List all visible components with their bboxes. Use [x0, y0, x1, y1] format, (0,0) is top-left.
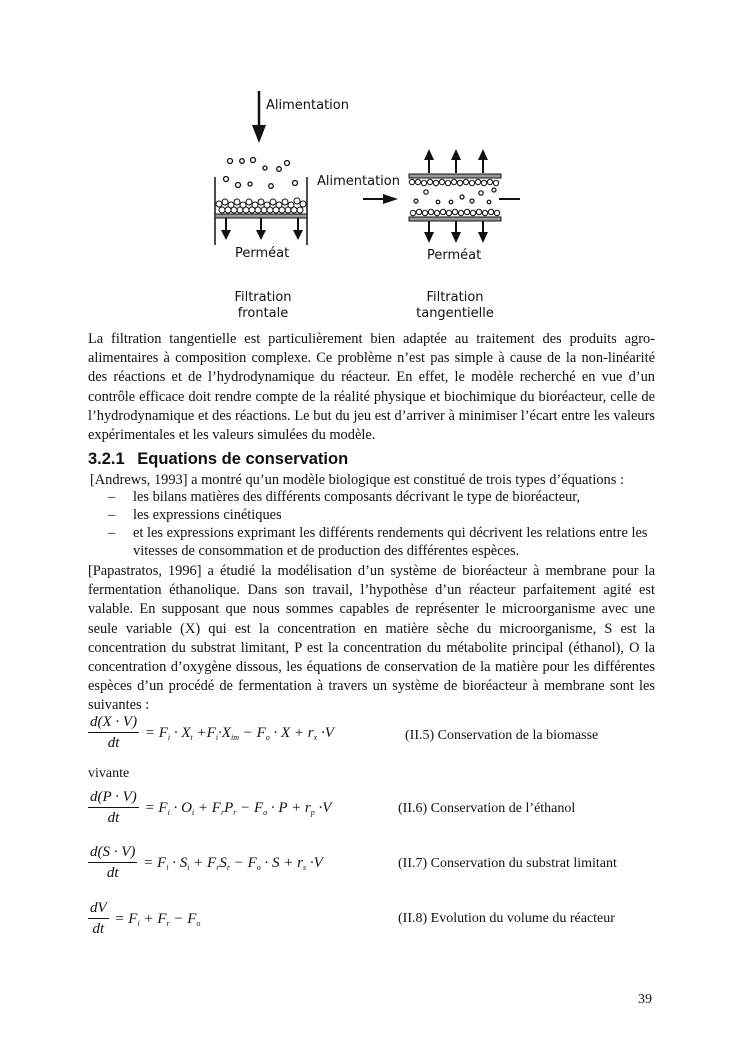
equation-fraction: [88, 714, 139, 752]
filtration-diagram-graphic: [200, 85, 520, 325]
equation-denominator: dt: [92, 921, 105, 937]
permeate-label-right: Perméat: [427, 248, 482, 263]
feed-label-top: Alimentation: [266, 98, 349, 113]
page-number: 39: [638, 992, 652, 1007]
dash-bullet: –: [108, 525, 116, 541]
equation-fraction: [88, 789, 139, 827]
list-item: [88, 506, 655, 524]
caption-tangential-line1: Filtration: [426, 290, 484, 305]
equation-numerator: d(X · V): [88, 714, 139, 733]
equation-label: (II.8) Evolution du volume du réacteur: [398, 911, 615, 926]
feed-label-side: Alimentation: [317, 174, 400, 189]
equation-denominator: dt: [107, 735, 120, 751]
section-number: 3.2.1: [88, 450, 125, 468]
caption-frontal-line2: frontale: [237, 306, 289, 321]
intro-paragraph: La filtration tangentielle est particulièrement bien adaptée au traitement des produits agro-alimentaires à composition complexe. Ce problème n’est pas simple à cause de la non-linéarité des réactions et de l’hydrodynamique du réacteur. En effet, le modèle recherché en vue d’un contrôle efficace doit rendre compte de la réalité physique et biochimique du bioréacteur, celle de l’hydrodynamique et des réactions. Le but du jeu est d’arriver à minimiser l’écart entre les valeurs expérimentales et les valeurs simulées du modèle.: [88, 331, 655, 444]
equation-types-list: [88, 488, 655, 560]
filtration-diagram: [200, 85, 520, 325]
equation-II-6: [88, 789, 331, 827]
equation-denominator: dt: [107, 810, 120, 826]
equation-fraction: [88, 844, 137, 882]
dash-bullet: –: [108, 489, 116, 505]
equation-II-8: [88, 900, 200, 938]
list-item-text: et les expressions exprimant les différents rendements qui décrivent les relations entre les vitesses de consommation et de production des différentes espèces.: [133, 525, 648, 559]
equation-II-5: [88, 714, 334, 752]
equation-label-continuation: vivante: [88, 766, 130, 781]
papastratos-paragraph: [Papastratos, 1996] a étudié la modélisation d’un système de bioréacteur à membrane pour la fermentation éthanolique. Dans son travail, l’hypothèse d’un réacteur parfaitement agité est valable. En supposant que nous sommes capables de représenter le microorganisme avec une seule variable (X) qui est la concentration en matière sèche du microorganisme, S est la concentration du substrat limitant, P est la concentration du métabolite principal (éthanol), O la concentration d’oxygène dissous, les équations de conservation de la matière pour les différentes espèces d’un procédé de fermentation à travers un système de bioréacteur à membrane sont les suivantes :: [88, 563, 655, 714]
permeate-label-left: Perméat: [235, 246, 290, 261]
equation-numerator: d(S · V): [88, 844, 137, 863]
list-item: [88, 524, 655, 560]
equation-fraction: [88, 900, 109, 938]
caption-tangential-line2: tangentielle: [416, 306, 494, 321]
equation-rhs: = $F_i \cdot S_i + F_rS_r - F_o \cdot S + r_s \cdot V$: [143, 854, 323, 872]
equation-denominator: dt: [106, 865, 119, 881]
equation-label: (II.6) Conservation de l’éthanol: [398, 801, 576, 816]
caption-tangential: [412, 290, 498, 322]
equation-label: (II.5) Conservation de la biomasse: [405, 728, 599, 743]
dash-bullet: –: [108, 507, 116, 523]
equation-label: (II.7) Conservation du substrat limitant: [398, 856, 617, 871]
list-item: [88, 488, 655, 506]
caption-frontal: [228, 290, 298, 322]
equation-numerator: d(P · V): [88, 789, 139, 808]
caption-frontal-line1: Filtration: [234, 290, 292, 305]
section-heading: [88, 449, 348, 469]
section-title: Equations de conservation: [137, 450, 349, 468]
equation-rhs: = $F_i \cdot X_t +F_i\cdot X_{im} - F_o \cdot X + r_x \cdot V$: [144, 724, 334, 742]
list-item-text: les bilans matières des différents composants décrivant le type de bioréacteur,: [133, 489, 581, 505]
andrews-sentence: [Andrews, 1993] a montré qu’un modèle biologique est constitué de trois types d’équations :: [90, 472, 624, 488]
equation-rhs: = $F_i + F_r - F_o$: [114, 910, 201, 928]
equation-II-7: [88, 844, 323, 882]
equation-numerator: dV: [88, 900, 109, 919]
equation-rhs: = $F_i \cdot O_i + F_rP_r - F_o \cdot P + r_p \cdot V$: [144, 799, 332, 817]
list-item-text: les expressions cinétiques: [133, 507, 282, 523]
